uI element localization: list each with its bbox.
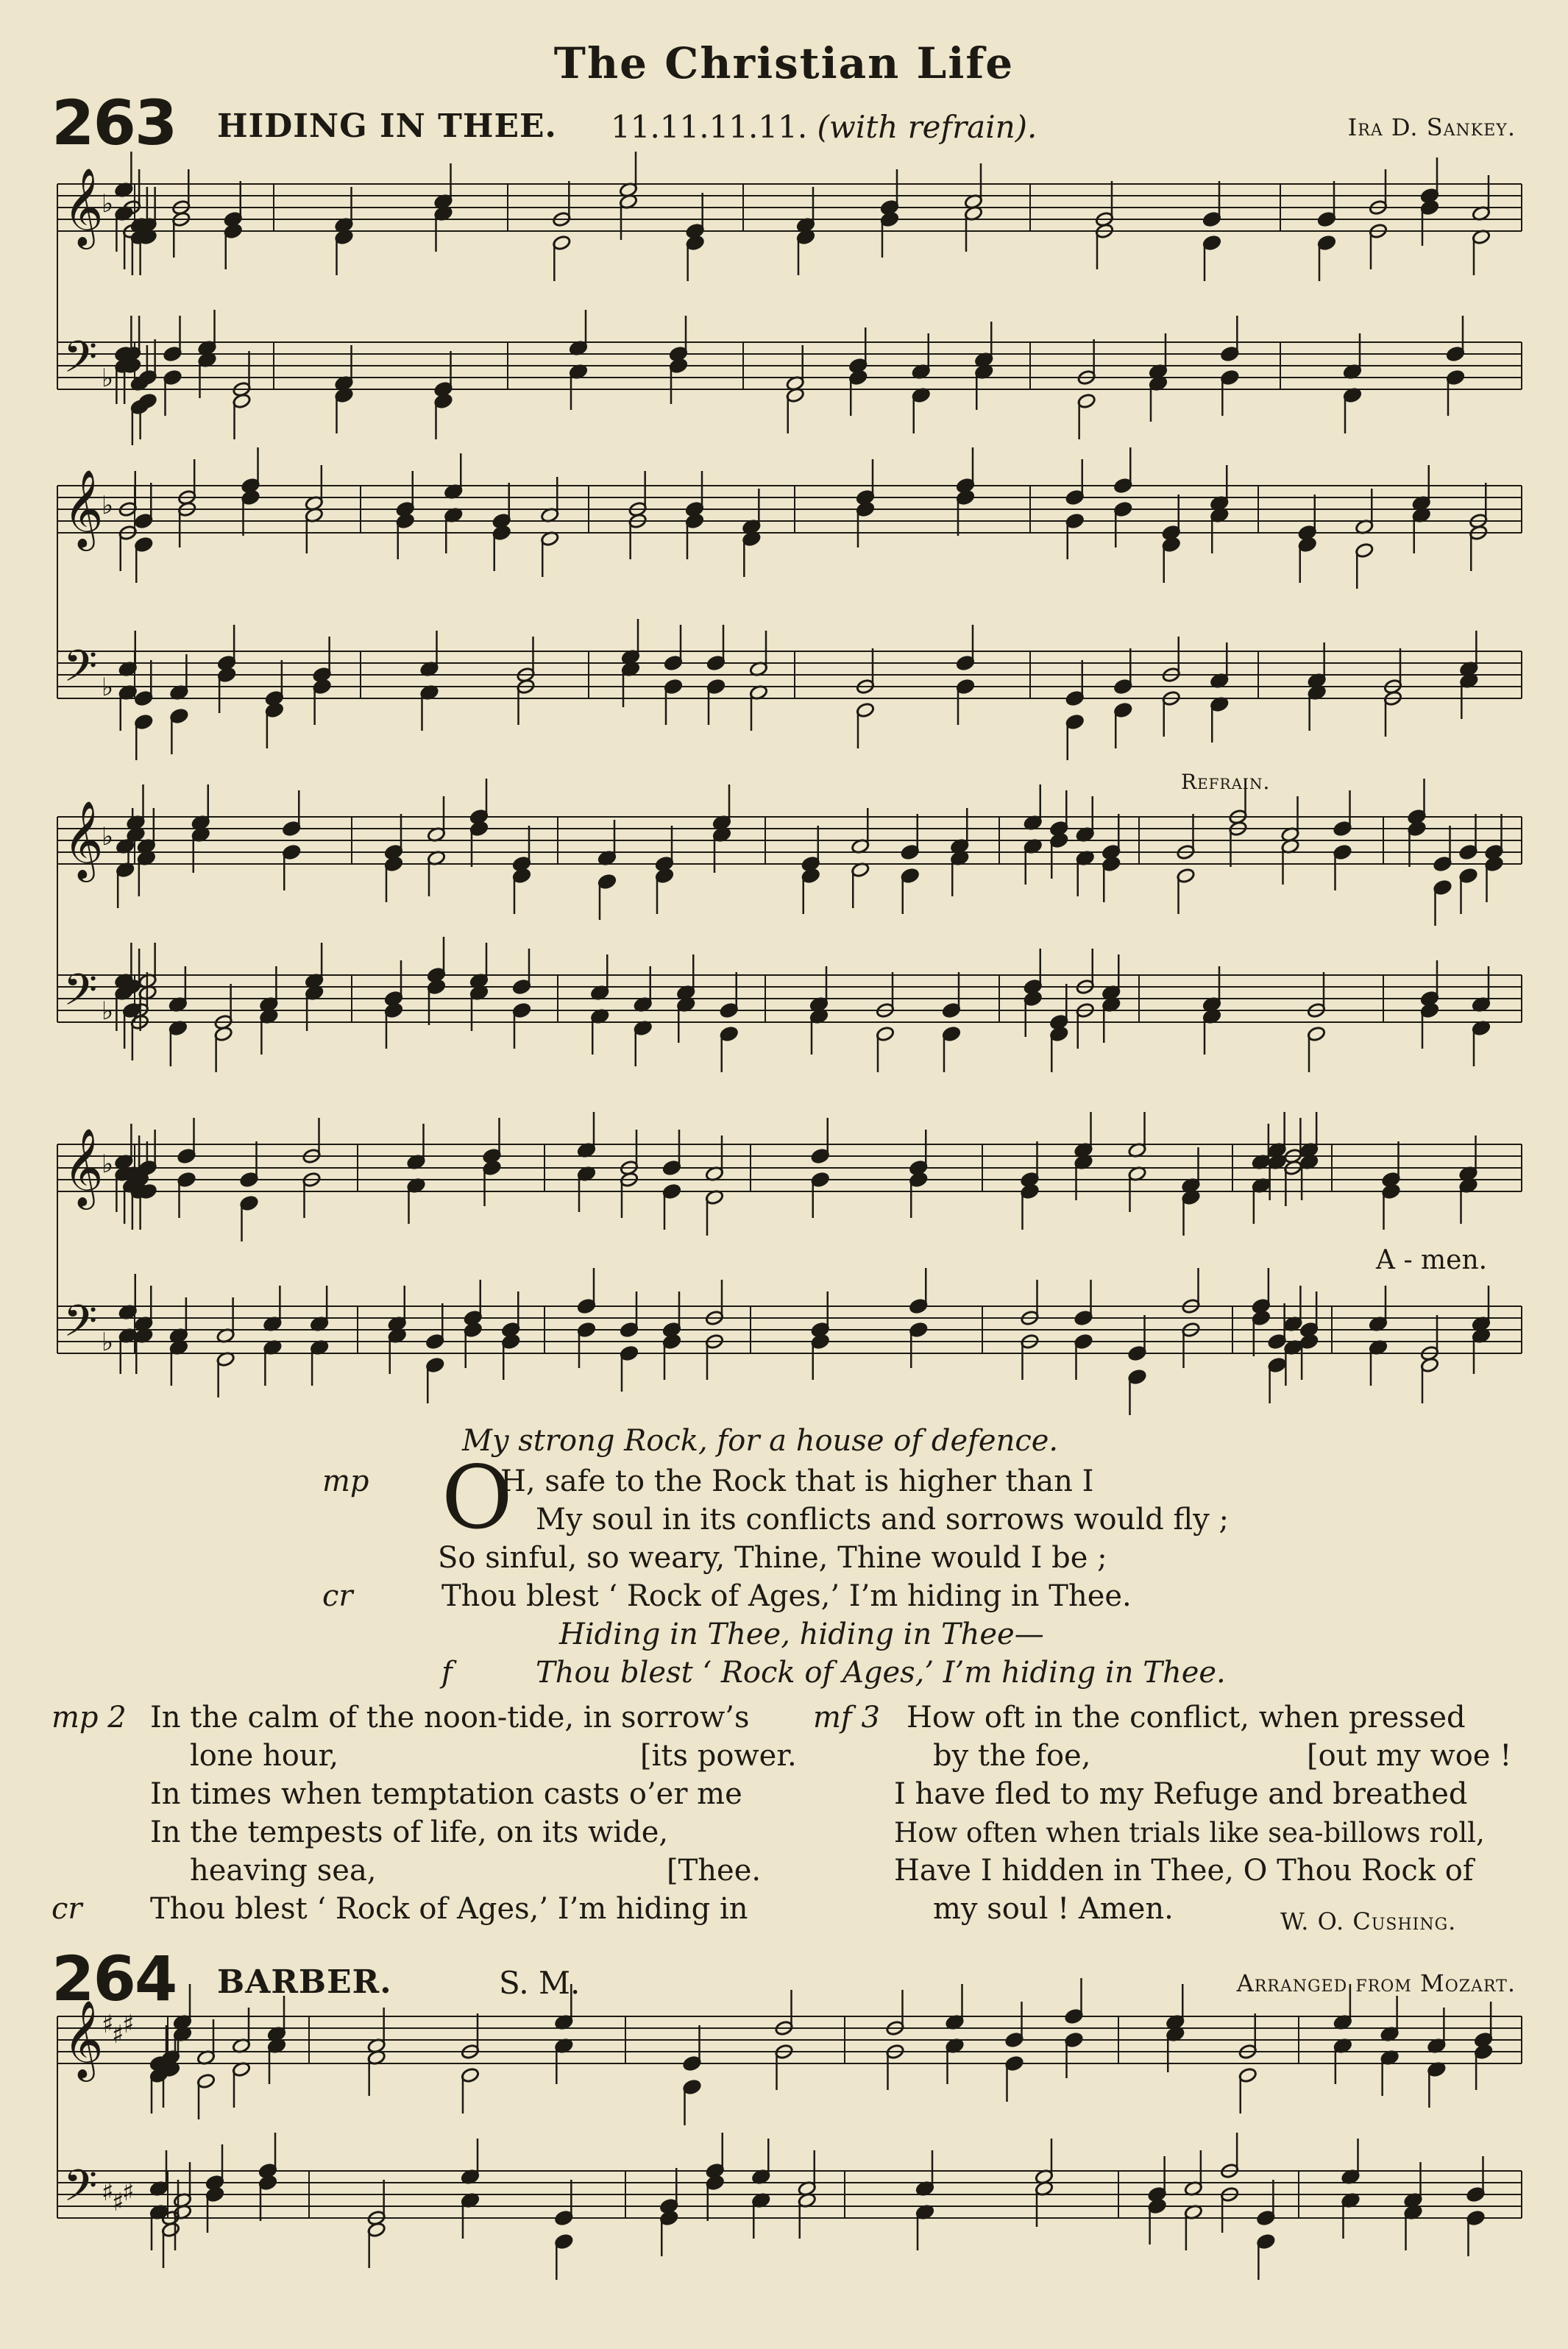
dynamic-mark: f (441, 1656, 453, 1690)
verse-line: How often when trials like sea-billows roll, (894, 1817, 1485, 1849)
sharp-icon: ♯ (112, 2020, 124, 2049)
treble-clef-icon: 𝄞 (63, 1999, 104, 2078)
scripture-line: My strong Rock, for a house of defence. (462, 1424, 1059, 1458)
treble-clef-icon: 𝄞 (63, 1127, 104, 1206)
verse-line: Have I hidden in Thee, O Thou Rock of (894, 1854, 1474, 1888)
verse-line: In times when temptation casts o’er me (150, 1777, 742, 1811)
bass-staff (57, 937, 1522, 1072)
bass-staff (57, 619, 1522, 760)
hymn-composer: Arranged from Mozart. (1236, 1969, 1516, 1997)
flat-icon: ♭ (102, 822, 114, 851)
verse-line: lone hour, (190, 1739, 339, 1773)
hymn-number: 263 (52, 87, 177, 159)
dynamic-mark: cr (52, 1892, 82, 1926)
treble-clef-icon: 𝄞 (63, 469, 104, 548)
verse-line: So sinful, so weary, Thine, Thine would I be ; (438, 1541, 1107, 1575)
verse-line: How oft in the conflict, when pressed (907, 1701, 1466, 1735)
sharp-icon: ♯ (112, 2188, 124, 2217)
hymn-title: BARBER. (217, 1963, 392, 2001)
hymn-composer: Ira D. Sankey. (1347, 113, 1516, 141)
bass-staff (57, 310, 1522, 445)
refrain-line: Hiding in Thee, hiding in Thee— (559, 1618, 1044, 1651)
bass-clef-icon: 𝄢 (63, 2160, 98, 2222)
dynamic-mark: mp (322, 1464, 369, 1498)
refrain-line: Thou blest ‘ Rock of Ages,’ I’m hiding in Thee. (536, 1656, 1226, 1690)
verse-line: My soul in its conflicts and sorrows would fly ; (536, 1503, 1229, 1537)
verse-line: heaving sea, (190, 1854, 377, 1888)
bass-staff (57, 2133, 1522, 2280)
hymn-number: 264 (52, 1943, 177, 2015)
verse-line: In the tempests of life, on its wide, (150, 1815, 669, 1849)
dynamic-mark: mf 3 (813, 1701, 880, 1735)
verse-line: Thou blest ‘ Rock of Ages,’ I’m hiding in Thee. (441, 1579, 1132, 1613)
verse-line: [out my woe ! (1307, 1739, 1512, 1773)
treble-staff (57, 1112, 1522, 1241)
flat-icon: ♭ (102, 1149, 114, 1179)
amen-lyric: A - men. (1376, 1245, 1488, 1275)
dynamic-mark: mp 2 (52, 1701, 127, 1735)
bass-staff (57, 1268, 1522, 1415)
refrain-label: Refrain. (1181, 770, 1271, 794)
hymn-264-header (52, 1943, 1516, 2016)
verse-line: Thou blest ‘ Rock of Ages,’ I’m hiding in (150, 1892, 748, 1926)
hymn-meter: 11.11.11.11. (with refrain). (611, 109, 1037, 145)
flat-icon: ♭ (102, 491, 114, 520)
bass-clef-icon: 𝄢 (63, 331, 98, 393)
bass-clef-icon: 𝄢 (63, 640, 98, 702)
author-credit: W. O. Cushing. (1280, 1907, 1457, 1935)
treble-staff (57, 152, 1522, 281)
verse-line: my soul ! Amen. (933, 1892, 1174, 1926)
bass-clef-icon: 𝄢 (63, 1295, 98, 1357)
treble-staff (57, 447, 1522, 589)
dynamic-mark: cr (322, 1579, 353, 1613)
meter-note: (with refrain). (817, 109, 1037, 145)
verse-line: [Thee. (667, 1854, 762, 1888)
verse-line: H, safe to the Rock that is higher than I (500, 1464, 1094, 1498)
treble-staff (57, 779, 1522, 926)
verse-line: I have fled to my Refuge and breathed (894, 1777, 1468, 1811)
verse-line: In the calm of the noon-tide, in sorrow’s (150, 1701, 750, 1735)
hymn-title: HIDING IN THEE. (217, 107, 557, 145)
flat-icon: ♭ (102, 364, 114, 393)
drop-cap: O (441, 1447, 513, 1548)
sharp-icon: ♯ (122, 2010, 135, 2039)
treble-clef-icon: 𝄞 (63, 167, 104, 246)
flat-icon: ♭ (102, 1328, 114, 1357)
sharp-icon: ♯ (102, 2178, 114, 2207)
verse-line: [its power. (640, 1739, 797, 1773)
flat-icon: ♭ (102, 673, 114, 702)
bass-clef-icon: 𝄢 (63, 964, 98, 1026)
section-title: The Christian Life (553, 38, 1015, 88)
hymn-meter: S. M. (499, 1965, 581, 2001)
flat-icon: ♭ (102, 996, 114, 1026)
sharp-icon: ♯ (122, 2178, 135, 2207)
treble-clef-icon: 𝄞 (63, 800, 104, 879)
sharp-icon: ♯ (102, 2010, 114, 2039)
flat-icon: ♭ (102, 189, 114, 219)
verse-line: by the foe, (933, 1739, 1091, 1773)
